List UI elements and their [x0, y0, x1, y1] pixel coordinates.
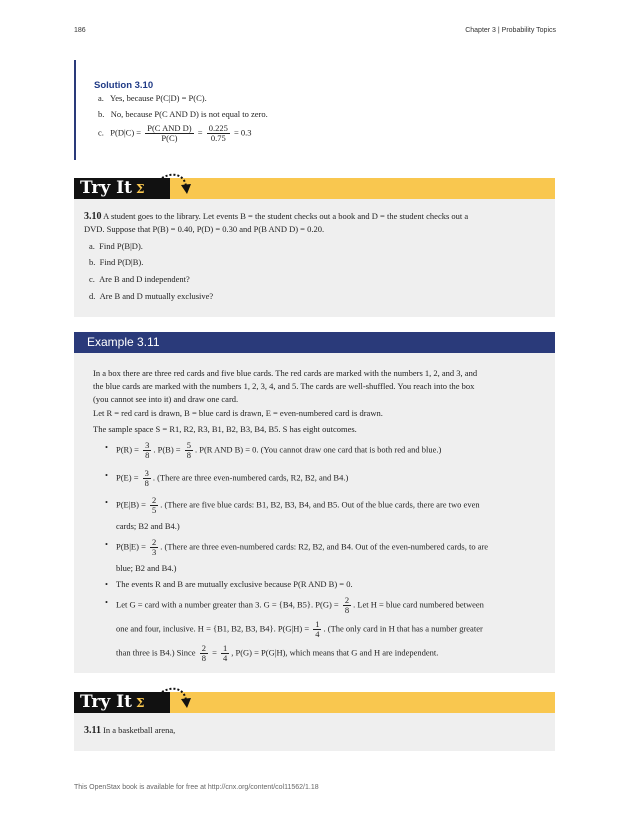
try-it-label-2: Try It Σ	[74, 692, 170, 713]
example-bullet-4-cont: blue; B2 and B4.)	[116, 563, 177, 573]
example-bullet-5: • The events R and B are mutually exclusive because P(R AND B) = 0.	[105, 579, 353, 589]
equation-result: = 0.3	[233, 127, 252, 138]
dotted-arrow-icon	[158, 172, 194, 198]
example-title: Example 3.11	[74, 332, 555, 353]
try-it-label: Try It Σ	[74, 178, 170, 199]
question-number: 3.10	[84, 211, 102, 222]
try-it-item-c: c. Are B and D independent?	[89, 274, 190, 284]
equation-lhs: P(D|C) =	[110, 127, 142, 138]
try-it-item-b: b. Find P(D|B).	[89, 257, 144, 267]
chapter-title: Chapter 3 | Probability Topics	[465, 27, 556, 34]
fraction: $\frac{0.225}{0.75}$	[208, 123, 228, 143]
example-bullet-6-line2: one and four, inclusive. H = {B1, B2, B3, B4}. P(G|H) = $\frac{1}{4}$ . (The only card in H that has a number greater	[116, 619, 483, 639]
example-bullet-3-cont: cards; B2 and B4.)	[116, 521, 180, 531]
example-paragraph-3: The sample space S = R1, R2, R3, B1, B2, B3, B4, B5. S has eight outcomes.	[93, 424, 357, 434]
item-label: b.	[98, 109, 105, 119]
item-text: Yes, because P(C|D) = P(C).	[109, 93, 207, 103]
example-bullet-2: • P(E) = $\frac{3}{8}$ . (There are three even-numbered cards, R2, B2, and B4.)	[105, 468, 349, 488]
example-paragraph-2: Let R = red card is drawn, B = blue card is drawn, E = even-numbered card is drawn.	[93, 408, 383, 418]
try-it-item-a: a. Find P(B|D).	[89, 241, 143, 251]
solution-item-c	[98, 124, 251, 143]
dotted-arrow-icon	[158, 686, 194, 712]
item-text: No, because P(C AND D) is not equal to zero.	[110, 109, 268, 119]
try-it-item-d: d. Are B and D mutually exclusive?	[89, 291, 214, 301]
try-it-question-2: 3.11 In a basketball arena,	[84, 725, 176, 736]
sigma-icon: Σ	[135, 182, 145, 196]
equals-sign: =	[197, 127, 203, 138]
example-bullet-4: • P(B|E) = $\frac{2}{3}$ . (There are three even-numbered cards: R2, B2, and B4. Out of the even-numbered cards, to are	[105, 537, 489, 557]
item-label: c.	[98, 127, 104, 138]
page-footer: This OpenStax book is available for free at http://cnx.org/content/col11562/1.18	[74, 784, 319, 791]
item-label: a.	[98, 93, 104, 103]
example-bullet-6-line3: than three is B4.) Since $\frac{2}{8}$ = $\frac{1}{4}$ , P(G) = P(G|H), which means that G and H are independent.	[116, 643, 439, 663]
example-bullet-1: • P(R) = $\frac{3}{8}$ . P(B) = $\frac{5}{8}$ . P(R AND B) = 0. (You cannot draw one card that is both red and blue.)	[105, 440, 442, 460]
sigma-icon: Σ	[135, 696, 145, 710]
page-number: 186	[74, 27, 86, 34]
solution-item-b	[98, 109, 268, 119]
fraction: $\frac{\text{P(C AND D)}}{P(C)}$	[147, 123, 192, 143]
solution-title: Solution 3.10	[94, 80, 154, 91]
try-it-question: 3.10 A student goes to the library. Let events B = the student checks out a book and D = the student checks out a DVD. Suppose that P(B) = 0.40, P(D) = 0.30 and P(B AND D) = 0.20.	[84, 211, 469, 234]
example-bullet-3: • P(E|B) = $\frac{2}{5}$ . (There are five blue cards: B1, B2, B3, B4, and B5. Out of the blue cards, there are two even	[105, 495, 480, 515]
solution-side-bar	[74, 60, 76, 160]
solution-item-a	[98, 93, 207, 103]
example-bullet-6: • Let G = card with a number greater than 3. G = {B4, B5}. P(G) = $\frac{2}{8}$ . Let H = blue card numbered between	[105, 595, 484, 615]
example-paragraph-1: In a box there are three red cards and five blue cards. The red cards are marked with the numbers 1, 2, and 3, and the blue cards are marked with the numbers 1, 2, 3, 4, and 5. The cards are well-shuffled. You reach into the box (you cannot see into it) and draw one card.	[93, 368, 478, 404]
